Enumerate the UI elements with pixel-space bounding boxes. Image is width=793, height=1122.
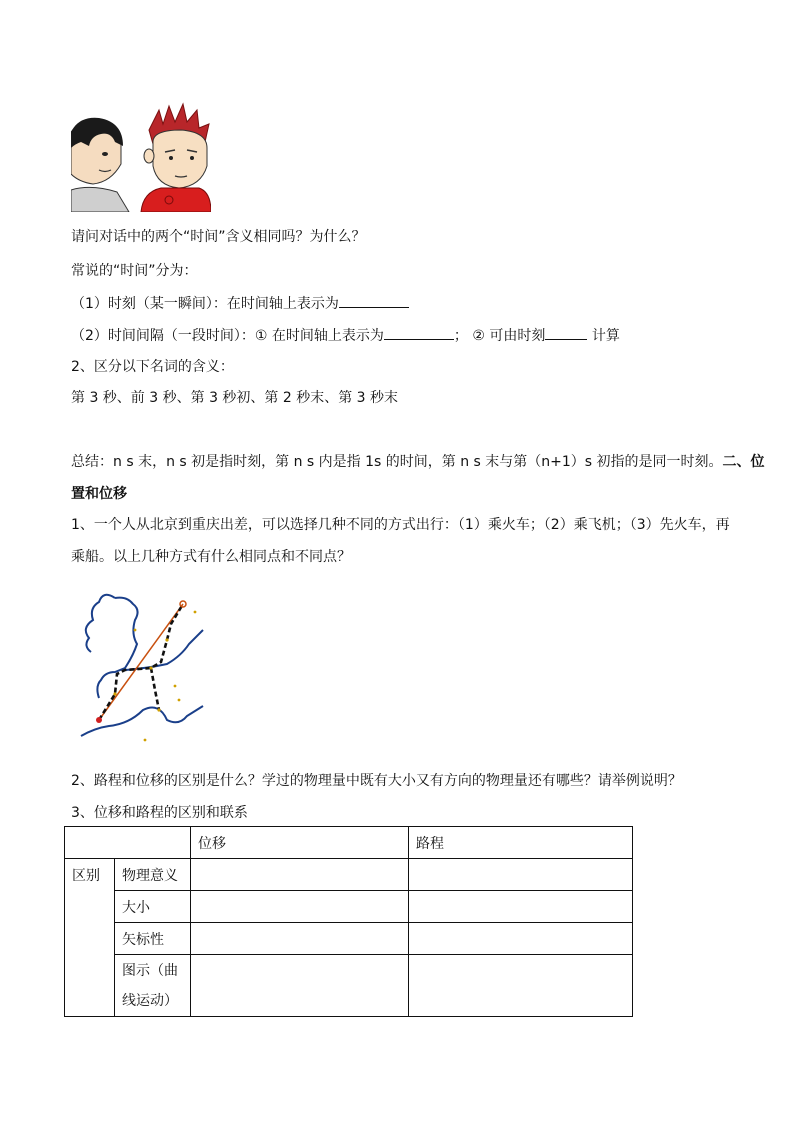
position-q2: 2、路程和位移的区别是什么？学过的物理量中既有大小又有方向的物理量还有哪些？请举例说明？	[71, 773, 682, 789]
position-q1-line1: 1、一个人从北京到重庆出差，可以选择几种不同的方式出行：（1）乘火车；（2）乘飞机；（3）先火车，再	[71, 517, 730, 533]
section-heading-part2: 置和位移	[71, 486, 127, 502]
route-map	[75, 590, 215, 750]
cell-displacement-magnitude[interactable]	[191, 891, 409, 923]
row-group-label: 区别	[65, 859, 115, 1017]
cell-path-meaning[interactable]	[409, 859, 633, 891]
question-text: 请问对话中的两个“时间”含义相同吗？为什么？	[71, 229, 366, 245]
row-label-diagram-line2: 线运动）	[122, 992, 178, 1009]
summary-text: 总结：n s 末，n s 初是指时刻，第 n s 内是指 1s 的时间，第 n s 末与第（n+1）s 初指的是同一时刻。	[71, 454, 723, 470]
header-displacement: 位移	[191, 827, 409, 859]
cell-path-magnitude[interactable]	[409, 891, 633, 923]
cell-displacement-vector[interactable]	[191, 923, 409, 955]
row-label-diagram	[115, 955, 191, 1017]
row-label-magnitude: 大小	[115, 891, 191, 923]
section2-heading: 2、区分以下名词的含义：	[71, 359, 234, 375]
section-heading-part1: 二、位	[722, 454, 765, 470]
table-corner-cell	[65, 827, 191, 859]
table-row	[65, 859, 633, 891]
moment-label: （1）时刻（某一瞬间）：在时间轴上表示为	[71, 296, 339, 312]
row-label-diagram-line1: 图示（曲	[122, 962, 178, 979]
interval-label-a: （2）时间间隔（一段时间）：① 在时间轴上表示为	[71, 328, 384, 344]
cell-displacement-diagram[interactable]	[191, 955, 409, 1017]
interval-label-b: ； ② 可由时刻	[453, 328, 546, 344]
row-label-meaning: 物理意义	[115, 859, 191, 891]
time-split-text: 常说的“时间”分为：	[71, 263, 198, 279]
cell-displacement-meaning[interactable]	[191, 859, 409, 891]
moment-blank[interactable]	[339, 293, 409, 308]
section2-terms: 第 3 秒、前 3 秒、第 3 秒初、第 2 秒末、第 3 秒末	[71, 390, 399, 406]
header-path: 路程	[409, 827, 633, 859]
position-q1-line2: 乘船。以上几种方式有什么相同点和不同点？	[71, 549, 351, 565]
cell-path-vector[interactable]	[409, 923, 633, 955]
table-row	[65, 891, 633, 923]
table-row	[65, 923, 633, 955]
interval-blank-2[interactable]	[545, 325, 587, 340]
cell-path-diagram[interactable]	[409, 955, 633, 1017]
summary-line	[71, 452, 765, 472]
row-label-vector: 矢标性	[115, 923, 191, 955]
moment-item	[71, 293, 409, 314]
position-q3: 3、位移和路程的区别和联系	[71, 805, 248, 821]
interval-item	[71, 325, 620, 346]
interval-label-c: 计算	[587, 328, 620, 344]
table-row	[65, 955, 633, 1017]
interval-blank-1[interactable]	[384, 325, 454, 340]
cartoon-illustration	[71, 102, 211, 212]
table-header-row	[65, 827, 633, 859]
comparison-table	[64, 826, 633, 1017]
